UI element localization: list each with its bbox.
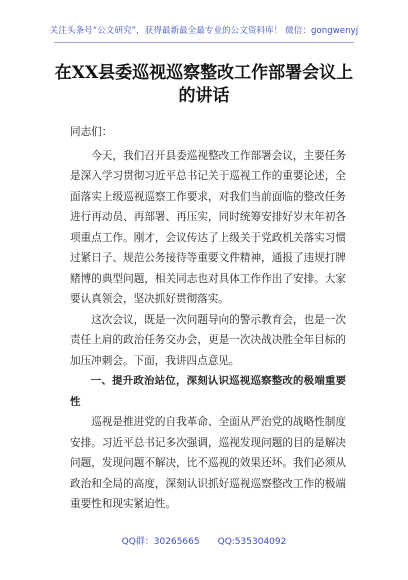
document-title: 在XX县委巡视巡察整改工作部署会议上的讲话 bbox=[54, 63, 354, 106]
footer-contact bbox=[0, 534, 408, 547]
footer-qq: QQ:535304092 bbox=[217, 537, 287, 547]
document-body bbox=[70, 122, 346, 515]
section-heading-1: 一、提升政治站位，深刻认识巡视巡察整改的极端重要性 bbox=[70, 375, 346, 408]
body-paragraph-2: 这次会议，既是一次问题导向的警示教育会，也是一次责任上肩的政治任务交办会，更是一次决战决胜全年目标的加压冲刺会。下面，我讲四点意见。 bbox=[70, 313, 346, 367]
header-divider bbox=[54, 42, 354, 43]
header-banner: 关注头条号“公文研究”，获得最新最全最专业的公文资料库！ 微信：gongwenyj bbox=[49, 26, 359, 36]
footer-qq-group: QQ群：30265665 bbox=[121, 537, 200, 547]
salutation: 同志们： bbox=[70, 126, 113, 138]
body-paragraph-1: 今天，我们召开县委巡视整改工作部署会议，主要任务是深入学习贯彻习近平总书记关于巡视工作的重要论述，全面落实上级巡视巡察工作要求，对我们当前面临的整改任务进行再动员、再部署、再压实，同时统筹安排好岁末年初各项重点工作。刚才，会议传达了上级关于党政机关落实习惯过紧日子、规范公务接待等重要文件精神，通报了违规打牌赌博的典型问题，相关同志也对具体工作作出了安排。大家要认真领会，坚决抓好贯彻落实。 bbox=[70, 149, 346, 305]
section-paragraph-1: 巡视是推进党的自我革命、全面从严治党的战略性制度安排。习近平总书记多次强调，巡视发现问题的目的是解决问题，发现问题不解决，比不巡视的效果还坏。我们必须从政治和全局的高度，深刻认识抓好巡视巡察整改工作的极端重要性和现实紧迫性。 bbox=[70, 416, 346, 510]
